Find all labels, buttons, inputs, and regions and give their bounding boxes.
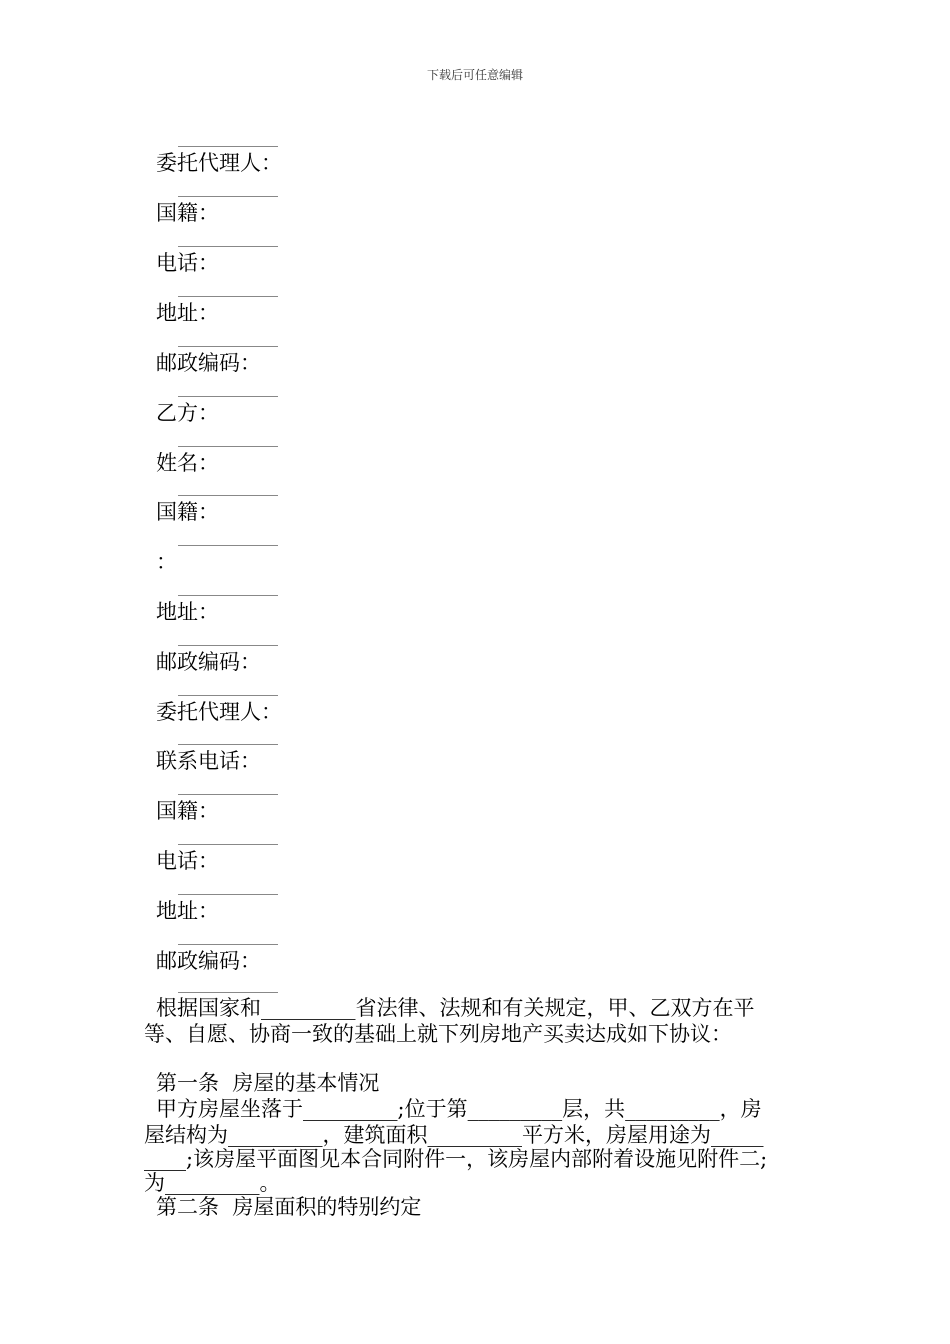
form-field bbox=[156, 495, 456, 545]
blank-line bbox=[178, 695, 278, 696]
blank-line bbox=[178, 744, 278, 745]
blank-line bbox=[178, 246, 278, 247]
form-field bbox=[156, 695, 456, 745]
field-label: 电话： bbox=[156, 849, 219, 873]
form-field bbox=[156, 794, 456, 844]
blank-line bbox=[178, 595, 278, 596]
field-label: 电话： bbox=[156, 251, 219, 275]
field-label: 邮政编码： bbox=[156, 949, 261, 973]
blank-line bbox=[178, 992, 278, 993]
field-label: 地址： bbox=[156, 301, 219, 325]
form-field bbox=[156, 744, 456, 794]
field-label: 国籍： bbox=[156, 201, 219, 225]
form-field bbox=[156, 545, 456, 595]
field-label: 国籍： bbox=[156, 799, 219, 823]
blank-line bbox=[178, 296, 278, 297]
form-field bbox=[156, 944, 456, 994]
form-field bbox=[156, 595, 456, 645]
blank-line bbox=[178, 346, 278, 347]
article-2-title: 第二条 房屋面积的特别约定 bbox=[156, 1195, 422, 1219]
field-label: 邮政编码： bbox=[156, 650, 261, 674]
field-label: 地址： bbox=[156, 899, 219, 923]
article-1-line-1: 甲方房屋坐落于_________;位于第_________层，共_________，房 bbox=[156, 1097, 762, 1121]
article-1-line-2: 屋结构为_________，建筑面积_________平方米，房屋用途为_____ bbox=[144, 1123, 764, 1147]
intro-line-1: 根据国家和_________省法律、法规和有关规定，甲、乙双方在平 bbox=[156, 996, 755, 1020]
blank-line bbox=[178, 196, 278, 197]
field-label: 委托代理人： bbox=[156, 700, 282, 724]
article-1-title: 第一条 房屋的基本情况 bbox=[156, 1071, 380, 1095]
blank-line bbox=[178, 794, 278, 795]
article-1-line-3: ____;该房屋平面图见本合同附件一，该房屋内部附着设施见附件二; bbox=[144, 1147, 768, 1171]
blank-line bbox=[178, 446, 278, 447]
form-field bbox=[156, 894, 456, 944]
form-field bbox=[156, 196, 456, 246]
blank-line bbox=[178, 545, 278, 546]
field-label: 联系电话： bbox=[156, 749, 261, 773]
form-field bbox=[156, 146, 456, 196]
form-field bbox=[156, 346, 456, 396]
page-header: 下载后可任意编辑 bbox=[426, 68, 523, 82]
form-field bbox=[156, 446, 456, 496]
field-label: 地址： bbox=[156, 600, 219, 624]
blank-line bbox=[178, 944, 278, 945]
field-label: ： bbox=[156, 550, 177, 574]
blank-line bbox=[178, 844, 278, 845]
form-field bbox=[156, 396, 456, 446]
blank-line bbox=[178, 645, 278, 646]
form-field bbox=[156, 645, 456, 695]
field-label: 乙方： bbox=[156, 401, 219, 425]
form-field bbox=[156, 246, 456, 296]
blank-line bbox=[178, 495, 278, 496]
blank-line bbox=[178, 894, 278, 895]
field-label: 邮政编码： bbox=[156, 351, 261, 375]
intro-line-2: 等、自愿、协商一致的基础上就下列房地产买卖达成如下协议： bbox=[144, 1022, 732, 1046]
blank-line bbox=[178, 146, 278, 147]
field-label: 委托代理人： bbox=[156, 151, 282, 175]
field-label: 国籍： bbox=[156, 500, 219, 524]
article-1-line-4: 为_________。 bbox=[144, 1171, 281, 1195]
form-field bbox=[156, 844, 456, 894]
field-label: 姓名： bbox=[156, 451, 219, 475]
blank-line bbox=[178, 396, 278, 397]
form-field bbox=[156, 296, 456, 346]
